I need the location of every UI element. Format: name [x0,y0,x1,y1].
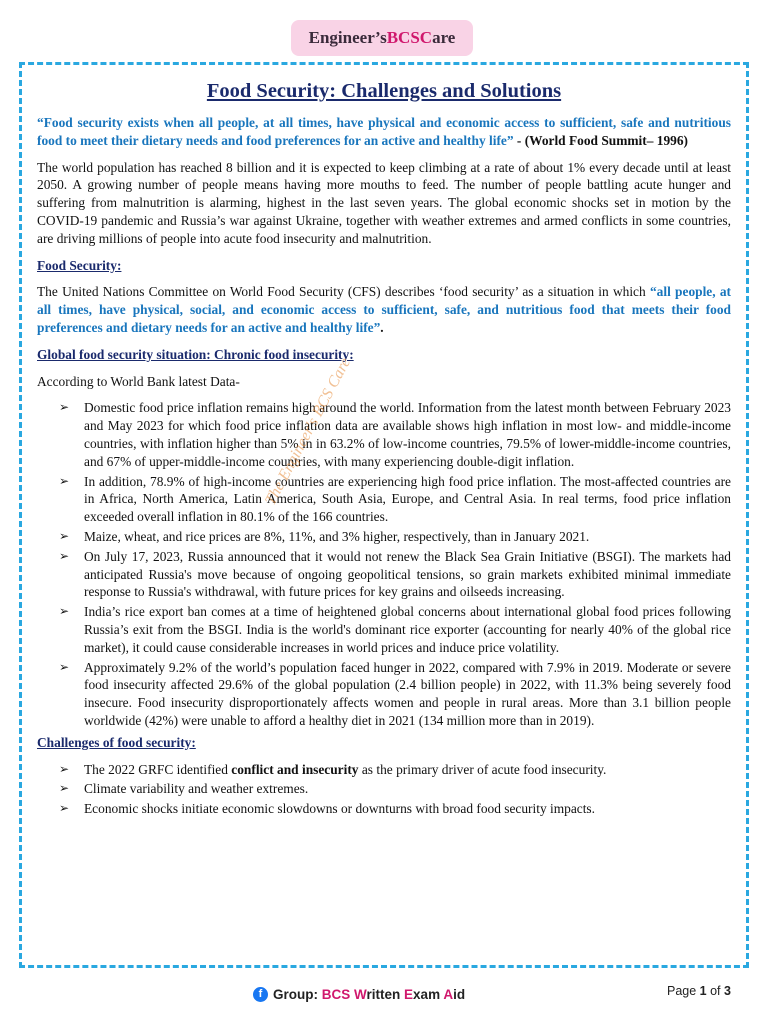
page-current: 1 [699,984,707,998]
page-total: 3 [724,984,731,998]
page-of: of [706,984,724,998]
list-item [59,399,731,470]
list-item-text: Domestic food price inflation remains high around the world. Information from the latest month between February 2023 and May 2023 for which food price inflation data are available shows high inflation in most low- and middle-income countries, with inflation higher than 5% in in 63.2% of low-income countries, 79.5% of lower-middle-income countries, and 67% of upper-middle-income countries, with many experiencing double-digit inflation. [84,400,731,469]
bullet-arrow-icon: ➢ [59,604,70,619]
food-security-definition: “all people, at all times, have physical, social, and economic access to sufficient, safe, and nutritious food that meets their food preferences and dietary needs for an active and healthy life” [37,284,732,335]
global-bullet-list [59,399,731,729]
list-item [59,603,731,656]
document-body [37,78,731,822]
intro-quote-paragraph [37,114,731,150]
intro-quote: “Food security exists when all people, at all times, have physical and economic access to sufficient, safe and nutritious food to meet their dietary needs and food preferences for an active and healthy life” [37,115,731,148]
bullet-arrow-icon: ➢ [59,659,70,674]
watermark: The Engineer's BCS Care [262,355,355,508]
bullet-arrow-icon: ➢ [59,761,70,776]
badge-text-1: Engineer’s [308,28,387,47]
bullet-arrow-icon: ➢ [59,801,70,816]
list-item [59,473,731,526]
list-item [59,761,731,779]
challenges-bullet-list [59,761,731,818]
footer-text-8: id [453,986,466,1002]
badge-text-4: C [419,28,433,47]
list-item-text: In addition, 78.9% of high-income countries are experiencing high food price inflation. The most-affected countries are in Africa, North America, Latin America, South Asia, Europe, and Central Asia. In real terms, food price inflation exceeded overall inflation in 80.1% of the 166 countries. [84,473,731,525]
page-number [667,984,731,998]
list-item [59,548,731,601]
list-item [59,780,731,798]
food-security-period: . [380,319,384,335]
intro-quote-source: - (World Food Summit– 1996) [513,132,689,148]
food-security-text: The United Nations Committee on World Food Security (CFS) describes ‘food security’ as a situation in which [37,284,650,300]
page-title: Food Security: Challenges and Solutions [206,80,562,102]
footer-text-7: A [443,986,454,1002]
list-item-text: Approximately 9.2% of the world’s population faced hunger in 2022, compared with 7.9% in 2019. Moderate or severe food insecurity affected 29.6% of the global population (2.4 billion people) in 2022, with 11.3% being severely food insecure. Food insecurity disproportionately affects women and people in rural areas. More than 3.1 billion people worldwide (42%) were unable to afford a healthy diet in 2021 (134 million more than in 2019). [84,659,731,728]
intro-paragraph: The world population has reached 8 billion and it is expected to keep climbing at a rate of about 1% every decade until at least 2050. A growing number of people means having more mouths to feed. The number of people battling acute hunger and suffering from malnutrition is alarming, highest in the last seven years. The global economic shocks set in motion by the COVID-19 pandemic and Russia’s war against Ukraine, together with weather extremes and armed conflicts in some countries, are driving millions of people into acute food insecurity and malnutrition. [37,159,731,246]
heading-challenges: Challenges of food security: [37,734,196,750]
heading-global-situation: Global food security situation: Chronic food insecurity: [37,346,354,362]
list-item-text: India’s rice export ban comes at a time of heightened global concerns about international global food prices following Russia’s exit from the BSGI. India is the world's dominant rice exporter (accounting for nearly 40% of the global rice market), it could cause considerable increases in world prices and induce price volatility. [84,604,731,655]
list-item-text: Economic shocks initiate economic slowdowns or downturns with broad food security impacts. [84,801,595,817]
list-item [59,528,731,546]
footer-text-2: BCS [321,986,355,1002]
bullet-arrow-icon: ➢ [59,548,70,563]
footer-text-1: Group: [273,986,322,1002]
page-prefix: Page [667,984,700,998]
challenge-text-pre: The 2022 GRFC identified [84,761,232,777]
challenge-text-bold: conflict and insecurity [231,761,359,777]
list-item [59,800,731,818]
badge-text-2: BCS [386,28,420,47]
global-lead: According to World Bank latest Data- [37,373,240,389]
footer-group-text [273,987,465,1002]
footer-group-label [253,984,465,1004]
food-security-paragraph [37,283,731,336]
bullet-arrow-icon: ➢ [59,400,70,415]
footer-text-6: xam [413,986,444,1002]
list-item-text: Maize, wheat, and rice prices are 8%, 11%, and 3% higher, respectively, than in January 2021. [84,528,590,544]
footer-text-5: E [404,986,414,1002]
facebook-icon: f [253,987,268,1002]
bullet-arrow-icon: ➢ [59,528,70,543]
list-item-text: Climate variability and weather extremes. [84,781,309,797]
heading-food-security: Food Security: [37,257,122,273]
bullet-arrow-icon: ➢ [59,781,70,796]
badge-text-5: are [432,28,456,47]
footer-text-3: W [354,986,367,1002]
header-badge [291,20,473,56]
bullet-arrow-icon: ➢ [59,473,70,488]
footer-text-4: ritten [366,986,405,1002]
list-item [59,659,731,730]
challenge-text-post: as the primary driver of acute food insecurity. [358,761,607,777]
list-item-text: On July 17, 2023, Russia announced that it would not renew the Black Sea Grain Initiative (BSGI). The markets had anticipated Russia's move because of ongoing geopolitical tensions, so grain markets exhibited minimal immediate response to Russia's withdrawal, with future prices for key grains and oilseeds increasing. [84,548,731,600]
